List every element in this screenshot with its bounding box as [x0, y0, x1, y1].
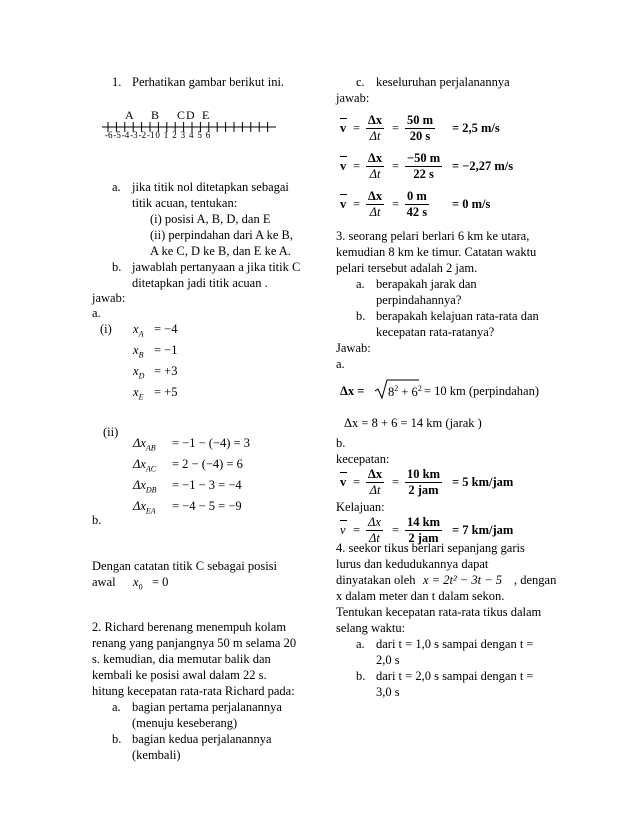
q4a-line2: 2,0 s — [376, 653, 400, 667]
q1a-line1: jika titik nol ditetapkan sebagai — [132, 180, 289, 194]
value-fraction — [405, 113, 435, 144]
value-fraction — [405, 189, 429, 220]
q4b-line1: dari t = 2,0 s sampai dengan t = — [376, 669, 534, 683]
q2b-line1: bagian kedua perjalanannya — [132, 732, 272, 746]
answer-b-label: b. — [92, 513, 102, 527]
displacement-variable: $\Delta x_{AC}$ — [133, 457, 157, 474]
q1a-line2: titik acuan, tentukan: — [132, 196, 238, 210]
value-fraction — [405, 151, 442, 182]
position-value: = +3 — [154, 364, 178, 378]
q2-line4: kembali ke posisi awal dalam 22 s. — [92, 668, 267, 682]
velocity-result: = −2,27 m/s — [452, 159, 514, 173]
position-variable: $x_E$ — [133, 385, 144, 402]
v-vector-symbol: v — [340, 197, 346, 213]
q3-answer-b-label: b. — [336, 436, 346, 450]
point-label-d: D — [186, 108, 195, 122]
equals-sign: = — [392, 523, 400, 537]
number-line-tick-label: -3 — [130, 130, 138, 140]
number-line-tick-label: -6 — [105, 130, 113, 140]
q4a-line1: dari t = 1,0 s sampai dengan t = — [376, 637, 534, 651]
x0-equation: = 0 — [152, 575, 169, 589]
number-line-tick-label: -2 — [138, 130, 147, 140]
equals-sign: = — [353, 159, 361, 173]
answer-ii-label: (ii) — [103, 425, 119, 439]
q2-line2: renang yang panjangnya 50 m selama 20 — [92, 636, 297, 650]
q4b-label: b. — [356, 669, 366, 683]
q1b-label: b. — [112, 260, 122, 274]
q1a-sub-ii-1: (ii) perpindahan dari A ke B, — [150, 228, 294, 242]
q3-jawab: Jawab: — [336, 341, 371, 355]
number-line-tick-label: 2 — [172, 130, 177, 140]
number-line-tick-label: -4 — [121, 130, 130, 140]
position-value: = +5 — [154, 385, 178, 399]
displacement-value: = −1 − 3 = −4 — [172, 478, 242, 492]
x0-variable: $x_0$ — [133, 575, 143, 592]
q4-line2: lurus dan kedudukannya dapat — [336, 557, 489, 571]
jarak-equation: Δx = 8 + 6 = 14 km (jarak ) — [344, 416, 482, 430]
delta-fraction: $\frac{\Delta x}{\Delta t}$ — [368, 151, 383, 181]
displacement-variable: $\Delta x_{AB}$ — [133, 436, 156, 453]
q2-line3: s. kemudian, dia memutar balik dan — [92, 652, 271, 666]
q3a-line2: perpindahannya? — [376, 293, 462, 307]
delta-fraction: $\frac{\Delta x}{\Delta t}$ — [368, 113, 383, 143]
q2b-label: b. — [112, 732, 122, 746]
equals-sign: = — [392, 197, 400, 211]
number-line-tick-label: 4 — [189, 130, 194, 140]
kecepatan-label: kecepatan: — [336, 452, 390, 466]
perpindahan-equation: = 10 km (perpindahan) — [424, 384, 540, 398]
answer-i-label: (i) — [100, 322, 112, 336]
jawab-label: jawab: — [92, 291, 126, 305]
q3-answer-a-label: a. — [336, 357, 345, 371]
displacement-value: = −4 − 5 = −9 — [172, 499, 242, 513]
kelajuan-label: Kelajuan: — [336, 500, 385, 514]
q3a-line1: berapakah jarak dan — [376, 277, 477, 291]
q2-line5: hitung kecepatan rata-rata Richard pada: — [92, 684, 295, 698]
q1-number: 1. — [112, 75, 122, 89]
q3b-label: b. — [356, 309, 366, 323]
q1a-label: a. — [112, 180, 121, 194]
point-label-c: C — [177, 108, 186, 122]
displacement-variable: $\Delta x_{DB}$ — [133, 478, 157, 495]
number-line-tick-label: -1 — [147, 130, 155, 140]
kelajuan-numerator: 14 km — [407, 515, 440, 529]
kelajuan-delta-fraction: $\frac{\Delta x}{\Delta t}$ — [368, 515, 381, 545]
number-line-tick-label: 5 — [197, 130, 202, 140]
point-label-a: A — [125, 108, 134, 122]
equals-sign: = — [392, 475, 400, 489]
q3-line3: pelari tersebut adalah 2 jam. — [336, 261, 478, 275]
q4a-label: a. — [356, 637, 365, 651]
position-value: = −1 — [154, 343, 178, 357]
fraction-numerator: 0 m — [407, 189, 427, 203]
q2c-label: c. — [356, 75, 365, 89]
q4b-line2: 3,0 s — [376, 685, 400, 699]
position-variable: $x_D$ — [133, 364, 145, 381]
kecepatan-denominator: 2 jam — [408, 483, 439, 497]
q1b-line2: ditetapkan jadi titik acuan . — [132, 276, 268, 290]
position-variable: $x_B$ — [133, 343, 144, 360]
equals-sign: = — [353, 523, 361, 537]
velocity-result: = 2,5 m/s — [452, 121, 500, 135]
point-label-b: B — [151, 108, 160, 122]
number-line-tick-label: 3 — [180, 130, 186, 140]
q2b-line2: (kembali) — [132, 748, 181, 762]
displacement-variable: $\Delta x_{EA}$ — [133, 499, 156, 516]
number-line-tick-label: 1 — [163, 130, 169, 140]
number-line — [100, 108, 280, 142]
kelajuan-denominator: 2 jam — [408, 531, 439, 545]
q4-position-equation: x = 2t² − 3t − 5 — [423, 573, 503, 587]
q2c-text: keseluruhan perjalanannya — [376, 75, 510, 89]
kecepatan-numerator: 10 km — [407, 467, 440, 481]
position-value: = −4 — [154, 322, 178, 336]
equals-sign: = — [353, 197, 361, 211]
number-line-tick-label: 6 — [205, 130, 211, 140]
q2-line1: 2. Richard berenang menempuh kolam — [92, 620, 287, 634]
displacement-value: = 2 − (−4) = 6 — [172, 457, 243, 471]
v-vector-symbol: v — [340, 121, 346, 137]
q4-line1: 4. seekor tikus berlari sepanjang garis — [336, 541, 525, 555]
point-label-e: E — [202, 108, 210, 122]
fraction-numerator: 50 m — [407, 113, 434, 127]
q2a-line2: (menuju keseberang) — [132, 716, 238, 730]
q2a-line1: bagian pertama perjalanannya — [132, 700, 282, 714]
fraction-denominator: 42 s — [406, 205, 428, 219]
velocity-result: = 0 m/s — [452, 197, 491, 211]
delta-fraction: $\frac{\Delta x}{\Delta t}$ — [368, 189, 383, 219]
answer-a-label: a. — [92, 306, 101, 320]
sqrt-radicand: $8^2 + 6^2$ — [388, 384, 422, 400]
equals-sign: = — [353, 475, 361, 489]
equals-sign: = — [353, 121, 361, 135]
v-scalar-symbol: v — [340, 523, 346, 539]
fraction-denominator: 20 s — [409, 129, 431, 143]
q2a-label: a. — [112, 700, 121, 714]
q3b-line1: berapakah kelajuan rata-rata dan — [376, 309, 539, 323]
q4-line3-post: , dengan — [514, 573, 557, 587]
q1a-sub-i: (i) posisi A, B, D, dan E — [150, 212, 271, 226]
q4-line5: Tentukan kecepatan rata-rata tikus dalam — [336, 605, 542, 619]
displacement-value: = −1 − (−4) = 3 — [172, 436, 250, 450]
q4-line4: x dalam meter dan t dalam sekon. — [336, 589, 505, 603]
kelajuan-result: = 7 km/jam — [452, 523, 514, 537]
equals-sign: = — [392, 121, 400, 135]
equals-sign: = — [392, 159, 400, 173]
answer-b-line2: awal — [92, 575, 116, 589]
number-line-tick-label: 0 — [155, 130, 160, 140]
delta-x-vector: Δx = — [340, 384, 365, 398]
position-variable: $x_A$ — [133, 322, 144, 339]
q1-text: Perhatikan gambar berikut ini. — [132, 75, 285, 89]
q3-line2: kemudian 8 km ke timur. Catatan waktu — [336, 245, 537, 259]
fraction-denominator: 22 s — [413, 167, 434, 181]
fraction-numerator: −50 m — [407, 151, 441, 165]
kecepatan-delta-fraction: $\frac{\Delta x}{\Delta t}$ — [368, 467, 383, 497]
v-vector-symbol: v — [340, 475, 346, 491]
q1a-sub-ii-2: A ke C, D ke B, dan E ke A. — [150, 244, 291, 258]
q4-line6: selang waktu: — [336, 621, 406, 635]
q2c-jawab: jawab: — [336, 91, 370, 105]
q3a-label: a. — [356, 277, 365, 291]
v-vector-symbol: v — [340, 159, 346, 175]
number-line-tick-label: -5 — [113, 130, 121, 140]
kecepatan-value-fraction — [405, 467, 442, 498]
q3-line1: 3. seorang pelari berlari 6 km ke utara, — [336, 229, 530, 243]
answer-b-line1: Dengan catatan titik C sebagai posisi — [92, 559, 278, 573]
kecepatan-result: = 5 km/jam — [452, 475, 514, 489]
q1b-line1: jawablah pertanyaan a jika titik C — [132, 260, 301, 274]
q3b-line2: kecepatan rata-ratanya? — [376, 325, 495, 339]
q4-line3-pre: dinyatakan oleh — [336, 573, 416, 587]
